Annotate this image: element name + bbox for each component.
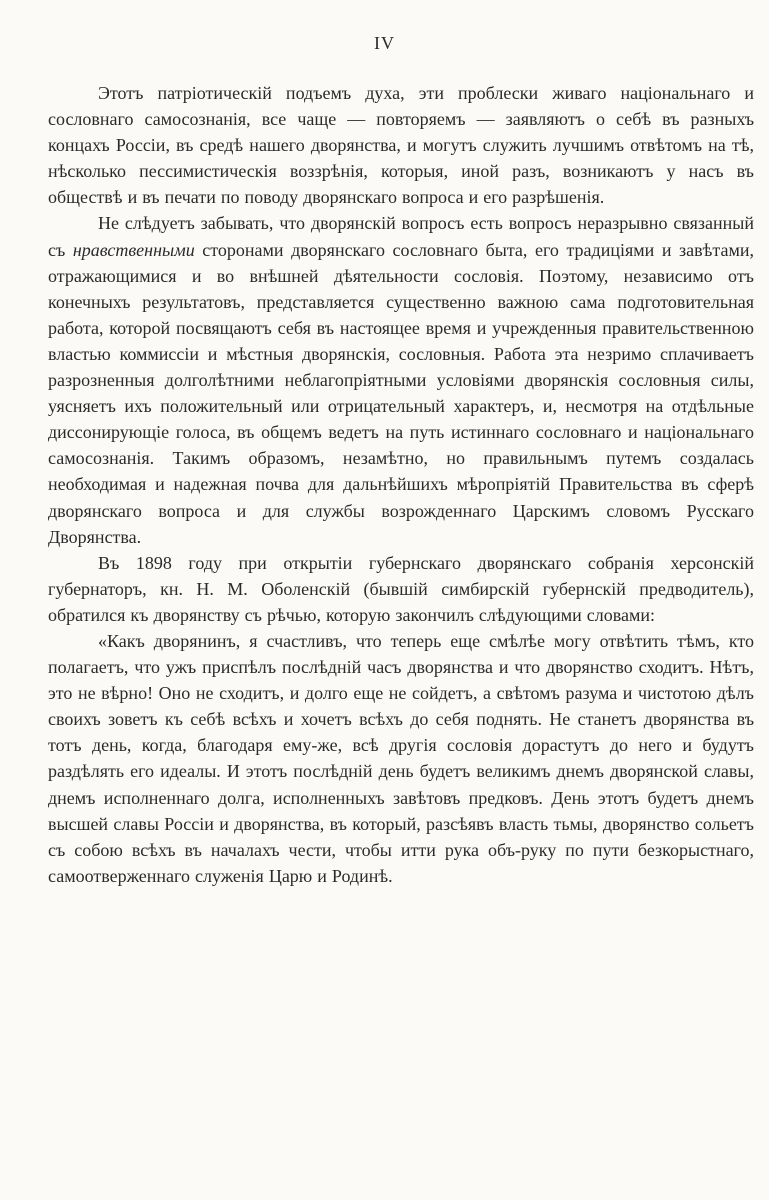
italic-emphasis: нравственными [72,239,195,260]
body-text [48,80,754,889]
paragraph-2-rest: сторонами дворянскаго сословнаго быта, его традиціями и завѣтами, отражающимися и во внѣшней дѣятельности сословія. Поэтому, независимо отъ конечныхъ результатовъ, представляется существенно важною сама подготовительная работа, которой посвящаютъ себя въ настоящее время и учрежденныя правительственною властью коммиссіи и мѣстныя дворянскія, сословныя. Работа эта незримо сплачиваетъ разрозненныя долголѣтними неблагопріятными условіями дворянскія сословныя силы, уясняетъ ихъ положительный или отрицательный характеръ, и, несмотря на отдѣльные диссонирующіе голоса, въ общемъ ведетъ на путь истиннаго сословнаго и національнаго самосознанія. Такимъ образомъ, незамѣтно, но правильнымъ путемъ создалась необходимая и надежная почва для дальнѣйшихъ мѣропріятій Правительства въ сферѣ дворянскаго вопроса и для службы возрожденнаго Царскимъ словомъ Русскаго Дворянства. [48,239,755,547]
speech-quote: «Какъ дворянинъ, я счастливъ, что теперь еще смѣлѣе могу отвѣтить тѣмъ, кто полагаетъ, что ужъ приспѣлъ послѣдній часъ дворянства и что дворянство сходитъ. Нѣтъ, это не вѣрно! Оно не сходитъ, и долго еще не сойдетъ, а свѣтомъ разума и чистотою дѣлъ своихъ зоветъ къ себѣ всѣхъ и хочетъ всѣхъ до себя поднять. Не станетъ дворянства въ тотъ день, когда, благодаря ему-же, всѣ другія сословія дорастутъ до него и будутъ раздѣлять его идеалы. И этотъ послѣдній день будетъ великимъ днемъ дворянской славы, днемъ исполненнаго долга, исполненныхъ завѣтовъ предковъ. День этотъ будетъ днемъ высшей славы Россіи и дворянства, въ который, разсѣявъ власть тьмы, дворянство сольетъ съ собою всѣхъ въ началахъ чести, чтобы итти рука объ-руку по пути безкорыстнаго, самоотверженнаго служенія Царю и Родинѣ. [48,630,754,886]
paragraph-2-start: Не слѣдуетъ забывать, что дворянскій вопросъ есть вопросъ неразрывно связанный съ [48,213,754,260]
paragraph-3: Въ 1898 году при открытіи губернскаго дворянскаго собранія херсонскій губернаторъ, кн. Н. М. Оболенскій (бывшій симбирскій губернскій предводитель), обратился къ дворянству съ рѣчью, которую закончилъ слѣдующими словами: [48,552,754,625]
paragraph-1: Этотъ патріотическій подъемъ духа, эти проблески живаго національнаго и сословнаго самосознанія, все чаще — повторяемъ — заявляютъ о себѣ въ разныхъ концахъ Россіи, въ средѣ нашего дворянства, и могутъ служить лучшимъ отвѣтомъ на тѣ, нѣсколько пессимистическія воззрѣнія, которыя, иной разъ, возникаютъ у насъ въ обществѣ и въ печати по поводу дворянскаго вопроса и его разрѣшенія. [48,83,754,208]
paragraph-2 [48,210,754,549]
page-number: IV [374,33,395,53]
